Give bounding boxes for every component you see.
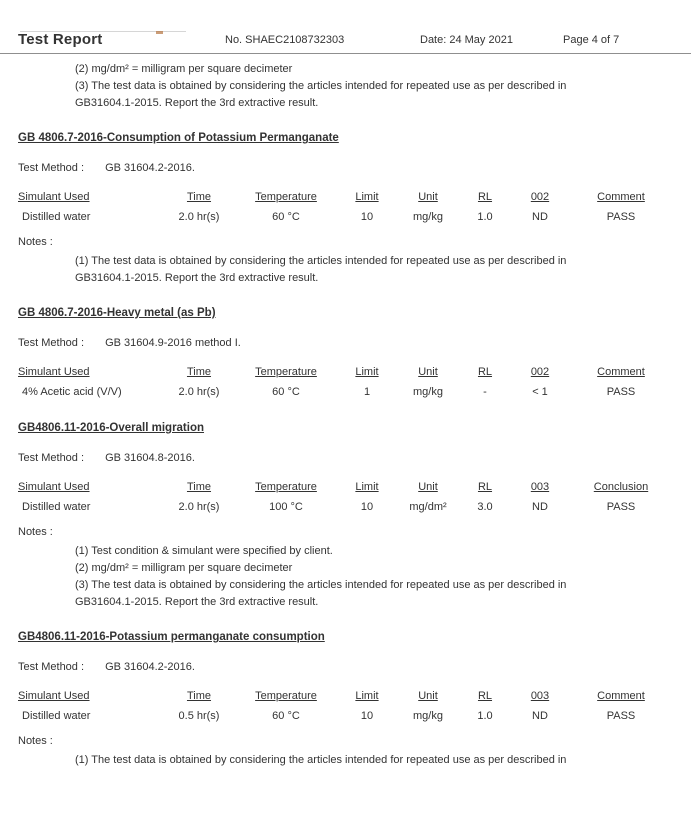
- table-header-cell: Simulant Used: [18, 191, 90, 203]
- table-header-cell: Time: [186, 481, 212, 493]
- table-header-cell: RL: [477, 191, 493, 203]
- report-section: [0, 611, 691, 769]
- table-header-cell: 002: [530, 366, 550, 378]
- header-divider: [0, 53, 691, 54]
- test-method-row: [18, 452, 691, 464]
- table-cell: 2.0 hr(s): [178, 501, 220, 513]
- results-table: [18, 187, 676, 227]
- table-header-cell: Time: [186, 366, 212, 378]
- test-method-label: Test Method :: [18, 162, 85, 174]
- note-line: (2) mg/dm² = milligram per square decimeter: [75, 63, 293, 75]
- report-page: [0, 31, 691, 817]
- table-header-cell: Limit: [355, 366, 379, 378]
- note-line: (1) Test condition & simulant were specified by client.: [75, 545, 333, 557]
- table-cell: mg/kg: [413, 386, 443, 398]
- table-header-cell: Simulant Used: [18, 690, 90, 702]
- results-table: [18, 477, 676, 517]
- table-header-cell: Time: [186, 191, 212, 203]
- table-header-cell: Unit: [418, 366, 438, 378]
- table-header-cell: Temperature: [255, 690, 317, 702]
- test-method-row: [18, 162, 691, 174]
- table-header-cell: Limit: [355, 690, 379, 702]
- table-header-row: [18, 477, 676, 497]
- table-cell: 4% Acetic acid (V/V): [22, 386, 122, 398]
- notes-label: Notes :: [18, 735, 53, 747]
- test-method-value: GB 31604.2-2016.: [105, 162, 195, 174]
- table-header-row: [18, 362, 676, 382]
- test-method-label: Test Method :: [18, 452, 85, 464]
- table-header-cell: Limit: [355, 481, 379, 493]
- table-header-cell: 003: [530, 690, 550, 702]
- results-table: [18, 362, 676, 402]
- table-cell: 1.0: [477, 211, 493, 223]
- table-cell: 10: [360, 501, 374, 513]
- table-header-cell: Unit: [418, 690, 438, 702]
- report-number: No. SHAEC2108732303: [225, 34, 345, 46]
- note-line: (3) The test data is obtained by considering the articles intended for repeated use as per described in: [75, 80, 567, 92]
- section-heading: GB4806.11-2016-Overall migration: [18, 422, 205, 434]
- test-method-label: Test Method :: [18, 337, 85, 349]
- table-header-cell: Temperature: [255, 481, 317, 493]
- table-header-cell: RL: [477, 690, 493, 702]
- table-cell: PASS: [606, 211, 636, 223]
- table-header-cell: 002: [530, 191, 550, 203]
- table-row: [18, 497, 676, 517]
- table-cell: 1.0: [477, 710, 493, 722]
- table-cell: 1: [363, 386, 371, 398]
- note-line: (1) The test data is obtained by considering the articles intended for repeated use as per described in: [75, 754, 567, 766]
- continued-notes: [75, 61, 677, 112]
- notes-block: [0, 526, 691, 611]
- table-header-cell: 003: [530, 481, 550, 493]
- table-header-cell: RL: [477, 481, 493, 493]
- results-table: [18, 686, 676, 726]
- report-section: [0, 402, 691, 611]
- table-cell: 2.0 hr(s): [178, 386, 220, 398]
- note-line: GB31604.1-2015. Report the 3rd extractive result.: [75, 272, 319, 284]
- note-line: (1) The test data is obtained by considering the articles intended for repeated use as per described in: [75, 255, 567, 267]
- table-header-cell: Temperature: [255, 191, 317, 203]
- section-heading: GB4806.11-2016-Potassium permanganate consumption: [18, 631, 325, 643]
- table-cell: PASS: [606, 386, 636, 398]
- section-heading: GB 4806.7-2016-Heavy metal (as Pb): [18, 307, 216, 319]
- table-cell: 60 °C: [272, 211, 300, 223]
- table-header-row: [18, 686, 676, 706]
- notes-block: [0, 735, 691, 769]
- table-cell: 100 °C: [269, 501, 303, 513]
- table-header-cell: Comment: [597, 690, 645, 702]
- page-number: Page 4 of 7: [563, 34, 620, 46]
- table-cell: PASS: [606, 501, 636, 513]
- report-section: [0, 112, 691, 287]
- page-title: Test Report: [18, 31, 103, 48]
- notes-label: Notes :: [18, 236, 53, 248]
- table-header-cell: Comment: [597, 366, 645, 378]
- notes-label: Notes :: [18, 526, 53, 538]
- table-cell: -: [483, 386, 487, 398]
- table-header-cell: Unit: [418, 481, 438, 493]
- section-heading: GB 4806.7-2016-Consumption of Potassium Permanganate: [18, 132, 339, 144]
- table-cell: 10: [360, 211, 374, 223]
- test-method-label: Test Method :: [18, 661, 85, 673]
- table-cell: mg/dm²: [409, 501, 447, 513]
- table-header-row: [18, 187, 676, 207]
- report-date: Date: 24 May 2021: [420, 34, 513, 46]
- report-section: [0, 287, 691, 402]
- test-method-value: GB 31604.8-2016.: [105, 452, 195, 464]
- table-cell: Distilled water: [22, 710, 91, 722]
- table-cell: < 1: [532, 386, 548, 398]
- test-method-value: GB 31604.2-2016.: [105, 661, 195, 673]
- table-header-cell: Limit: [355, 191, 379, 203]
- table-cell: mg/kg: [413, 211, 443, 223]
- table-header-cell: Conclusion: [593, 481, 649, 493]
- table-header-cell: Simulant Used: [18, 366, 90, 378]
- table-header-cell: Temperature: [255, 366, 317, 378]
- notes-block: [0, 236, 691, 287]
- test-method-row: [18, 661, 691, 673]
- table-cell: 0.5 hr(s): [178, 710, 220, 722]
- table-header-cell: Comment: [597, 191, 645, 203]
- table-cell: 60 °C: [272, 386, 300, 398]
- table-cell: 2.0 hr(s): [178, 211, 220, 223]
- table-cell: mg/kg: [413, 710, 443, 722]
- table-cell: 60 °C: [272, 710, 300, 722]
- test-method-value: GB 31604.9-2016 method I.: [105, 337, 241, 349]
- table-row: [18, 382, 676, 402]
- table-cell: ND: [532, 710, 548, 722]
- table-cell: ND: [532, 211, 548, 223]
- table-cell: ND: [532, 501, 548, 513]
- table-cell: 3.0: [477, 501, 493, 513]
- report-header: [0, 31, 691, 51]
- table-header-cell: Simulant Used: [18, 481, 90, 493]
- note-line: GB31604.1-2015. Report the 3rd extractive result.: [75, 97, 319, 109]
- table-cell: PASS: [606, 710, 636, 722]
- table-header-cell: Time: [186, 690, 212, 702]
- table-header-cell: Unit: [418, 191, 438, 203]
- table-header-cell: RL: [477, 366, 493, 378]
- table-cell: Distilled water: [22, 501, 91, 513]
- table-row: [18, 207, 676, 227]
- note-line: (2) mg/dm² = milligram per square decimeter: [75, 562, 293, 574]
- table-row: [18, 706, 676, 726]
- test-method-row: [18, 337, 691, 349]
- table-cell: Distilled water: [22, 211, 91, 223]
- note-line: (3) The test data is obtained by considering the articles intended for repeated use as per described in: [75, 579, 567, 591]
- note-line: GB31604.1-2015. Report the 3rd extractive result.: [75, 596, 319, 608]
- table-cell: 10: [360, 710, 374, 722]
